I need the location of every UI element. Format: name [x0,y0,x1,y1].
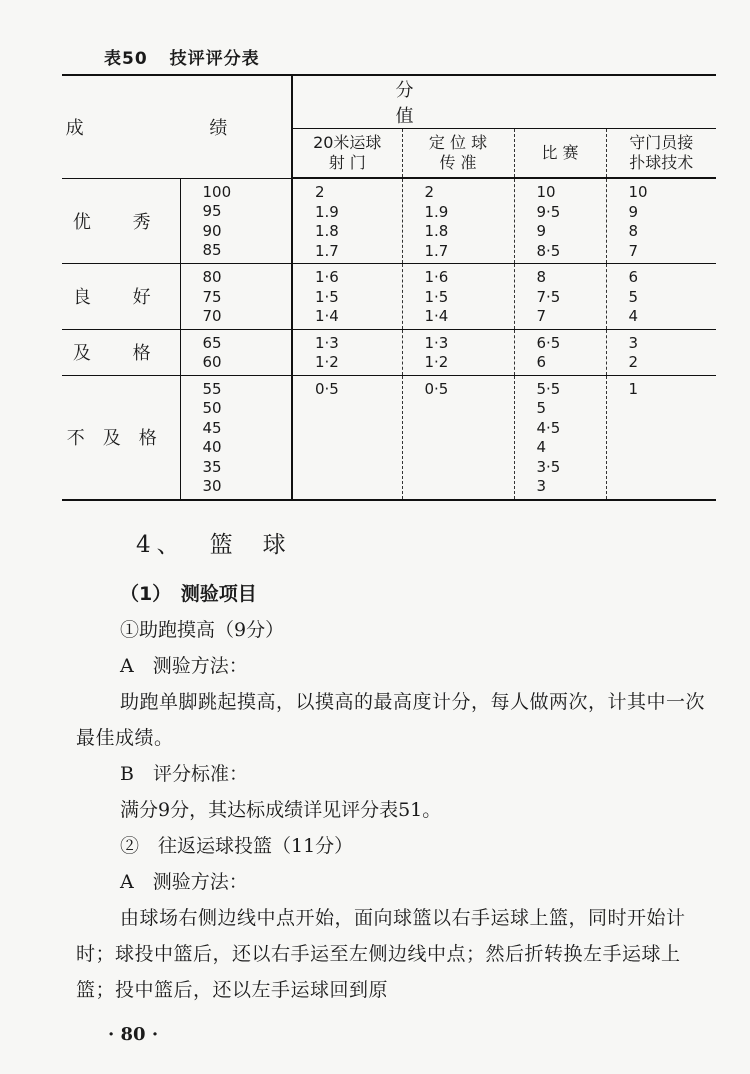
value: 55 [202,379,222,398]
header-grade: 成 绩 [62,75,292,178]
value: 4 [536,438,547,456]
item-heading: ② 往返运球投篮（11分） [120,835,354,857]
column-header-match: 比 赛 [514,129,606,179]
value: 1·3 [315,333,339,352]
value: 85 [202,241,222,259]
value: 3·5 [536,457,561,476]
value: 1.7 [315,241,339,260]
value: 7·5 [536,287,561,306]
value: 40 [202,438,222,456]
column-header-setpiece: 定 位 球 传 准 [402,129,514,179]
match-values [514,264,606,330]
column-header-goalkeeper: 守门员接 扑球技术 [606,129,716,179]
value: 1.9 [424,202,449,221]
value: 8 [536,268,547,286]
value: 10 [628,183,648,201]
match-values [514,375,606,500]
value: 9 [628,202,639,221]
grade-name: 不及格 [62,375,180,500]
value: 1 [628,379,639,398]
table-row [62,375,716,500]
dribble-values [292,178,402,264]
value: 10 [536,183,556,201]
value: 100 [202,182,232,201]
criteria-heading: B 评分标准： [120,763,248,785]
value: 2 [628,353,639,371]
value: 1·3 [424,333,449,352]
grade-name: 及 格 [62,329,180,375]
goalkeeper-values [606,375,716,500]
value: 6 [536,353,547,371]
score-list [180,375,292,500]
item-heading: ①助跑摸高（9分） [120,619,285,641]
value: 7 [536,307,547,325]
page-number: · 80 · [108,1024,159,1045]
value: 2 [315,183,325,201]
value: 1·5 [315,287,339,306]
score-list [180,264,292,330]
dribble-values [292,329,402,375]
table-title: 技评评分表 [169,49,260,69]
value: 8 [628,222,639,240]
dribble-values [292,375,402,500]
value: 80 [202,268,222,286]
section-heading: 4、 篮 球 [136,532,292,558]
value: 5 [628,287,639,306]
value: 5·5 [536,379,561,398]
value: 1·2 [424,353,449,371]
paragraph: 由球场右侧边线中点开始，面向球篮以右手运球上篮，同时开始计时；球投中篮后，还以右手运至左侧边线中点；然后折转换左手运球上篮；投中篮后，还以左手运球回到原 [76,907,686,1001]
grade-name: 良 好 [62,264,180,330]
setpiece-values [402,329,514,375]
match-values [514,178,606,264]
value: 6·5 [536,333,561,352]
value: 7 [628,241,639,260]
goalkeeper-values [606,264,716,330]
dribble-values [292,264,402,330]
value: 1.7 [424,241,449,260]
value: 9 [536,222,547,240]
value: 60 [202,353,222,371]
method-heading: A 测验方法： [120,655,248,677]
value: 3 [536,477,547,495]
value: 45 [202,418,222,437]
value: 1·6 [424,268,449,286]
header-fen: 分 值 [292,75,716,129]
setpiece-values [402,375,514,500]
value: 50 [202,399,222,417]
grade-name: 优 秀 [62,178,180,264]
value: 8·5 [536,241,561,260]
paragraph: 助跑单脚跳起摸高，以摸高的最高度计分，每人做两次，计其中一次最佳成绩。 [76,691,706,749]
value: 0·5 [315,379,339,398]
value: 4 [628,307,639,325]
table-row [62,178,716,264]
table-row [62,329,716,375]
value: 1·6 [315,268,339,286]
value: 75 [202,287,222,306]
value: 35 [202,457,222,476]
score-list [180,178,292,264]
value: 65 [202,333,222,352]
table-number: 表50 [104,49,148,69]
value: 1.8 [424,222,449,240]
setpiece-values [402,178,514,264]
setpiece-values [402,264,514,330]
method-heading: A 测验方法： [120,871,248,893]
score-table [62,74,716,501]
goalkeeper-values [606,329,716,375]
value: 1·2 [315,353,339,371]
value: 3 [628,333,639,352]
goalkeeper-values [606,178,716,264]
score-list [180,329,292,375]
value: 9·5 [536,202,561,221]
value: 1·4 [315,307,339,325]
paragraph: 满分9分，其达标成绩详见评分表51。 [120,799,442,821]
value: 90 [202,221,222,240]
subsection-heading: （1） 测验项目 [120,583,257,605]
value: 95 [202,202,222,220]
table-caption [104,44,260,69]
value: 1.8 [315,222,339,240]
value: 5 [536,399,547,417]
value: 6 [628,268,639,286]
table-row [62,264,716,330]
column-header-dribble: 20米运球 射 门 [292,129,402,179]
value: 1·4 [424,307,449,325]
value: 4·5 [536,418,561,437]
value: 30 [202,477,222,495]
match-values [514,329,606,375]
value: 70 [202,307,222,325]
value: 2 [424,183,435,201]
value: 1.9 [315,202,339,221]
value: 0·5 [424,379,449,398]
value: 1·5 [424,287,449,306]
